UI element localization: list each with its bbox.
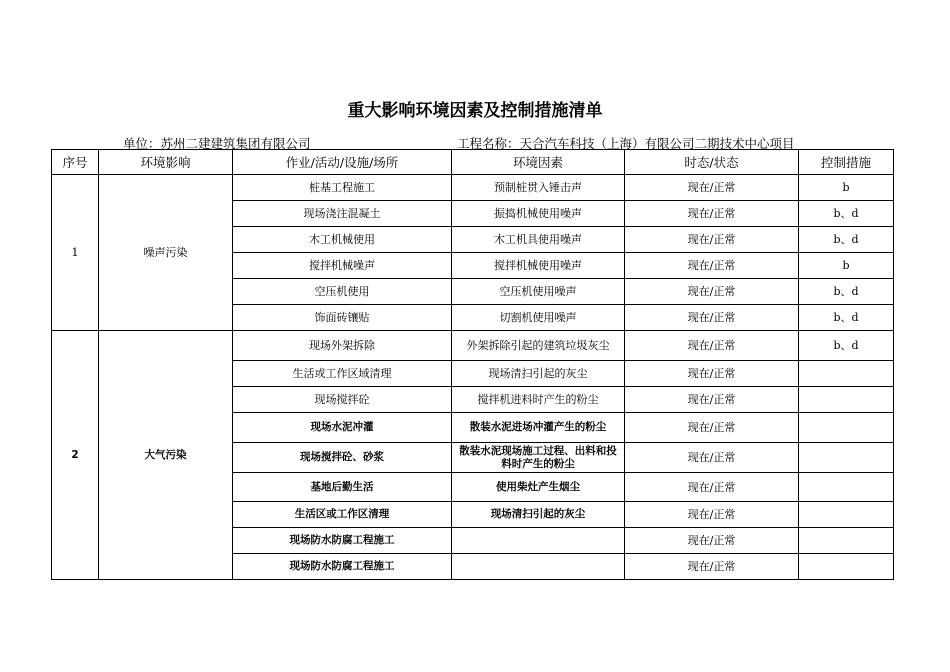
- factor-cell: 现场清扫引起的灰尘: [452, 502, 625, 528]
- activity-cell: 空压机使用: [233, 279, 452, 305]
- factor-cell: 使用柴灶产生烟尘: [452, 473, 625, 502]
- header-no: 序号: [52, 150, 99, 175]
- activity-cell: 现场搅拌砼、砂浆: [233, 443, 452, 473]
- measure-cell: b、d: [799, 279, 894, 305]
- environment-factors-table: [51, 149, 894, 580]
- activity-cell: 现场防水防腐工程施工: [233, 554, 452, 580]
- project-value: 天合汽车科技（上海）有限公司二期技术中心项目: [519, 136, 795, 151]
- measure-cell: [799, 528, 894, 554]
- activity-cell: 现场外架拆除: [233, 331, 452, 361]
- factor-cell: 外架拆除引起的建筑垃圾灰尘: [452, 331, 625, 361]
- section-impact: 噪声污染: [99, 175, 233, 331]
- unit-label: 单位：: [123, 136, 161, 151]
- factor-cell: 木工机具使用噪声: [452, 227, 625, 253]
- section-impact: 大气污染: [99, 331, 233, 580]
- document-title: 重大影响环境因素及控制措施清单: [347, 101, 603, 121]
- activity-cell: 现场搅拌砼: [233, 387, 452, 413]
- header-state: 时态/状态: [625, 150, 799, 175]
- state-cell: 现在/正常: [625, 502, 799, 528]
- measure-cell: b、d: [799, 305, 894, 331]
- table-row: [52, 175, 894, 201]
- activity-cell: 搅拌机械噪声: [233, 253, 452, 279]
- section-no: 1: [52, 175, 99, 331]
- measure-cell: [799, 413, 894, 443]
- measure-cell: b、d: [799, 227, 894, 253]
- measure-cell: b、d: [799, 331, 894, 361]
- measure-cell: [799, 554, 894, 580]
- activity-cell: 桩基工程施工: [233, 175, 452, 201]
- section-no: 2: [52, 331, 99, 580]
- factor-cell: [452, 528, 625, 554]
- measure-cell: [799, 502, 894, 528]
- unit-value: 苏州二建建筑集团有限公司: [160, 136, 311, 151]
- factor-cell: 搅拌机进料时产生的粉尘: [452, 387, 625, 413]
- measure-cell: [799, 387, 894, 413]
- activity-cell: 基地后勤生活: [233, 473, 452, 502]
- header-impact: 环境影响: [99, 150, 233, 175]
- state-cell: 现在/正常: [625, 227, 799, 253]
- measure-cell: [799, 473, 894, 502]
- factor-cell: 搅拌机械使用噪声: [452, 253, 625, 279]
- state-cell: 现在/正常: [625, 331, 799, 361]
- state-cell: 现在/正常: [625, 361, 799, 387]
- measure-cell: [799, 443, 894, 473]
- factor-cell: 散装水泥进场冲灌产生的粉尘: [452, 413, 625, 443]
- state-cell: 现在/正常: [625, 528, 799, 554]
- state-cell: 现在/正常: [625, 253, 799, 279]
- state-cell: 现在/正常: [625, 443, 799, 473]
- header-activity: 作业/活动/设施/场所: [233, 150, 452, 175]
- measure-cell: b: [799, 175, 894, 201]
- factor-cell: 空压机使用噪声: [452, 279, 625, 305]
- table-row: [52, 331, 894, 361]
- activity-cell: 现场防水防腐工程施工: [233, 528, 452, 554]
- project-label: 工程名称：: [457, 136, 520, 151]
- state-cell: 现在/正常: [625, 201, 799, 227]
- activity-cell: 木工机械使用: [233, 227, 452, 253]
- measure-cell: b: [799, 253, 894, 279]
- state-cell: 现在/正常: [625, 305, 799, 331]
- factor-cell: 现场清扫引起的灰尘: [452, 361, 625, 387]
- state-cell: 现在/正常: [625, 473, 799, 502]
- state-cell: 现在/正常: [625, 279, 799, 305]
- state-cell: 现在/正常: [625, 175, 799, 201]
- state-cell: 现在/正常: [625, 554, 799, 580]
- header-measure: 控制措施: [799, 150, 894, 175]
- factor-cell: [452, 554, 625, 580]
- state-cell: 现在/正常: [625, 413, 799, 443]
- activity-cell: 生活区或工作区清理: [233, 502, 452, 528]
- factor-cell: 预制桩贯入锤击声: [452, 175, 625, 201]
- activity-cell: 饰面砖镶贴: [233, 305, 452, 331]
- table-header-row: [52, 150, 894, 175]
- measure-cell: b、d: [799, 201, 894, 227]
- factor-cell: 散装水泥现场施工过程、出料和投料时产生的粉尘: [452, 443, 625, 473]
- header-factor: 环境因素: [452, 150, 625, 175]
- activity-cell: 现场浇注混凝土: [233, 201, 452, 227]
- activity-cell: 生活或工作区域清理: [233, 361, 452, 387]
- factor-cell: 切割机使用噪声: [452, 305, 625, 331]
- activity-cell: 现场水泥冲灌: [233, 413, 452, 443]
- measure-cell: [799, 361, 894, 387]
- factor-cell: 振捣机械使用噪声: [452, 201, 625, 227]
- state-cell: 现在/正常: [625, 387, 799, 413]
